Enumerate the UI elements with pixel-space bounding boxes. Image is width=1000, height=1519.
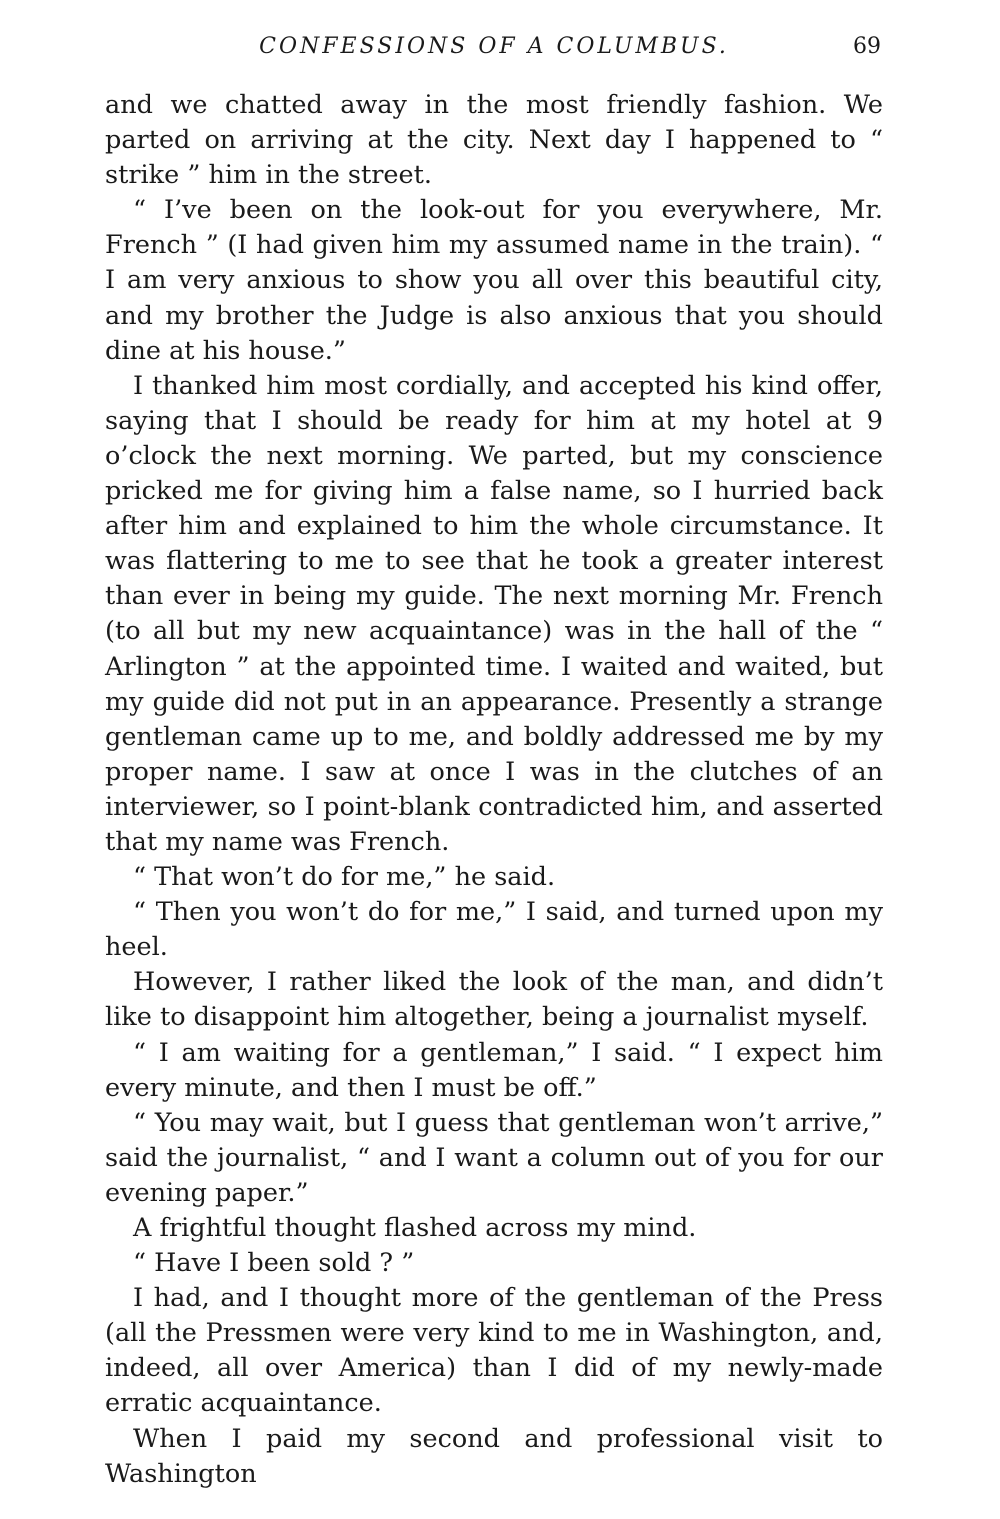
paragraph: “ You may wait, but I guess that gentleman won’t arrive,” said the journalist, “ and I want a column out of you for our evening paper.” <box>105 1107 883 1208</box>
paragraph: “ Then you won’t do for me,” I said, and turned upon my heel. <box>105 897 883 963</box>
paragraph: “ That won’t do for me,” he said. <box>133 862 556 893</box>
running-title: CONFESSIONS OF A COLUMBUS. <box>259 34 729 59</box>
paragraph: I had, and I thought more of the gentleman of the Press (all the Pressmen were very kind to me in Washington, and, indeed, all over America) than I did of my newly-made erratic acquaintance. <box>105 1283 883 1419</box>
paragraph: When I paid my second and professional visit to Washington <box>105 1423 883 1489</box>
paragraph: I thanked him most cordially, and accepted his kind offer, saying that I should be ready for him at my hotel at 9 o’clock the next morning. We parted, but my conscience pricked me for giving him a false name, so I hurried back after him and explained to him the whole circumstance. It was flattering to me to see that he took a greater interest than ever in being my guide. The next morning Mr. French (to all but my new acquaintance) was in the hall of the “ Arlington ” at the appointed time. I waited and waited, but my guide did not put in an appearance. Presently a strange gentleman came up to me, and boldly addressed me by my proper name. I saw at once I was in the clutches of an interviewer, so I point-blank contradicted him, and asserted that my name was French. <box>105 370 883 857</box>
paragraph: “ I’ve been on the look-out for you everywhere, Mr. French ” (I had given him my assumed name in the train). “ I am very anxious to show you all over this beautiful city, and my brother the Judge is also anxious that you should dine at his house.” <box>105 195 883 366</box>
paragraph: “ I am waiting for a gentleman,” I said. “ I expect him every minute, and then I must be off.” <box>105 1037 883 1103</box>
paragraph: “ Have I been sold ? ” <box>133 1248 415 1279</box>
body-text <box>105 88 883 1492</box>
page-number: 69 <box>853 34 881 59</box>
running-head <box>105 30 883 66</box>
paragraph: However, I rather liked the look of the man, and didn’t like to disappoint him altogether, being a journalist myself. <box>105 967 883 1033</box>
paragraph: A frightful thought flashed across my mind. <box>133 1213 697 1243</box>
paragraph: and we chatted away in the most friendly fashion. We parted on arriving at the city. Next day I happened to “ strike ” him in the street. <box>105 90 883 191</box>
